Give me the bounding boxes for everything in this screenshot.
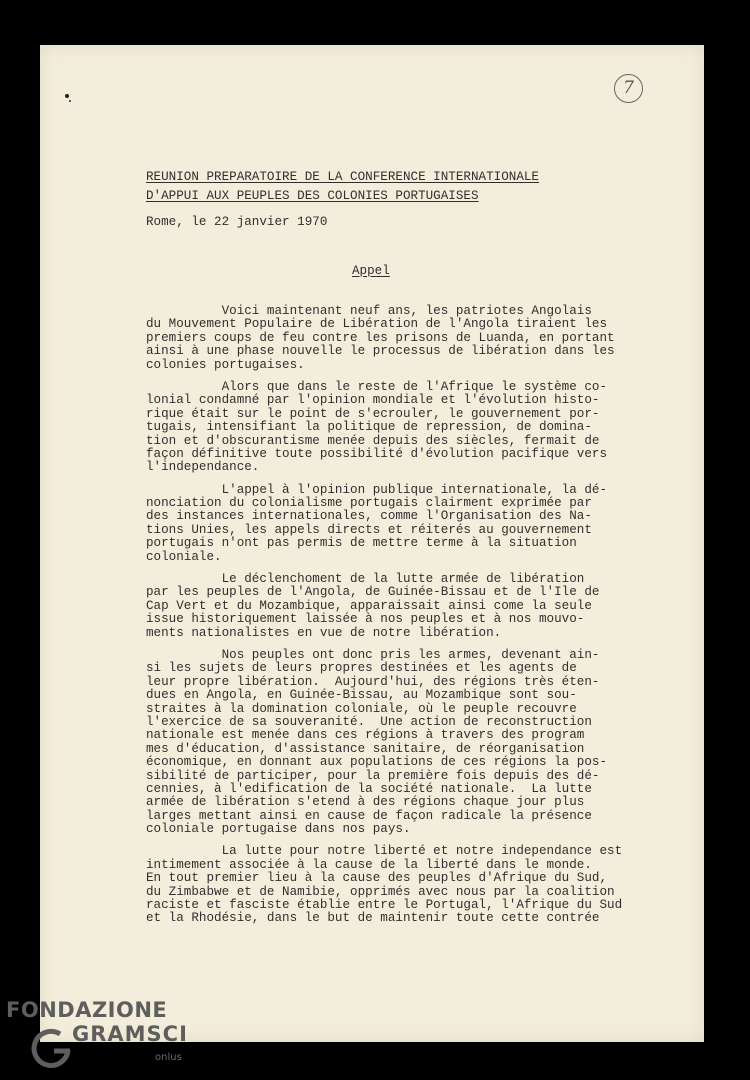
text-line: La lutte pour notre liberté et notre independance est [146,844,623,859]
appeal-title: Appel [352,264,390,278]
text-line: tions Unies, les appels directs et réiterés au gouvernement [146,522,592,537]
page-number-badge: 7 [614,74,643,103]
text-line: du Mouvement Populaire de Libération de l'Angola tiraient les [146,317,608,332]
text-line: l'independance. [146,460,260,475]
watermark-suffix-text: onlus [155,1052,182,1063]
text-line: Voici maintenant neuf ans, les patriotes Angolais [146,304,592,318]
text-line: tion et d'obscurantisme menée depuis des siècles, fermait de [146,433,600,448]
text-line: issue historiquement laissée à nos peuples et à nos mouvo- [146,612,585,627]
text-line: sibilité de participer, pour la première fois depuis des dé- [146,768,600,783]
date-line: Rome, le 22 janvier 1970 [146,215,328,229]
text-line: En tout premier lieu à la cause des peuples d'Afrique du Sud, [146,871,608,886]
text-line: coloniale portugaise dans nos pays. [146,822,411,837]
gramsci-logo-icon [30,1020,74,1070]
text-line: façon définitive toute possibilité d'évolution pacifique vers [146,446,608,461]
text-line: l'exercice de sa souveranité. Une action de reconstruction [146,714,592,729]
text-line: Nos peuples ont donc pris les armes, devenant ain- [146,647,600,662]
text-line: larges mettant ainsi en cause de façon radicale la présence [146,808,592,823]
text-line: par les peuples de l'Angola, de Guinée-Bissau et de l'Ile de [146,585,600,600]
paragraph [146,573,706,640]
text-line: si les sujets de leurs propres destinées et les agents de [146,661,577,676]
ink-speck [69,100,71,102]
text-line: portugais n'ont pas permis de mettre terme à la situation [146,536,577,551]
text-line: du Zimbabwe et de Namibie, opprimés avec nous par la coalition [146,884,615,899]
text-line: ments nationalistes en vue de notre libération. [146,625,502,640]
text-line: straites à la domination coloniale, où le peuple recouvre [146,701,577,716]
text-line: ainsi à une phase nouvelle le processus de libération dans les [146,344,615,359]
text-line: économique, en donnant aux populations de ces régions la pos- [146,755,608,770]
text-line: coloniale. [146,549,222,564]
text-line: cennies, à l'edification de la société nationale. La lutte [146,781,592,796]
watermark-bottom-text: GRAMSCI [72,1022,188,1046]
text-line: leur propre libération. Aujourd'hui, des régions très éten- [146,674,600,689]
fondazione-gramsci-watermark [6,998,206,1074]
watermark-top-text: FONDAZIONE [6,998,168,1022]
text-line: lonial condamné par l'opinion mondiale et l'évolution histo- [146,393,600,408]
text-line: et la Rhodésie, dans le but de maintenir toute cette contrée [146,911,600,926]
text-line: armée de libération s'etend à des régions chaque jour plus [146,795,585,810]
text-line: nationale est menée dans ces régions à travers des program [146,728,585,743]
ink-speck [65,94,69,98]
text-line: raciste et fasciste établie entre le Portugal, l'Afrique du Sud [146,898,623,913]
text-line: Alors que dans le reste de l'Afrique le système co- [146,379,608,394]
body-text [146,305,706,935]
text-line: tugais, intensifiant la politique de repression, de domina- [146,420,592,435]
paragraph [146,305,706,372]
text-line: premiers coups de feu contre les prisons de Luanda, en portant [146,330,615,345]
text-line: intimement associée à la cause de la liberté dans le monde. [146,857,592,872]
text-line: colonies portugaises. [146,357,305,372]
text-line: nonciation du colonialisme portugais clairment exprimée par [146,496,592,511]
paragraph [146,484,706,564]
heading-line-2: D'APPUI AUX PEUPLES DES COLONIES PORTUGAISES [146,189,479,203]
text-line: dues en Angola, en Guinée-Bissau, au Mozambique sont sou- [146,688,577,703]
paragraph [146,649,706,836]
paragraph [146,381,706,475]
text-line: mes d'éducation, d'assistance sanitaire, de réorganisation [146,741,585,756]
text-line: Le déclenchoment de la lutte armée de libération [146,572,585,587]
heading-line-1: REUNION PREPARATOIRE DE LA CONFERENCE INTERNATIONALE [146,170,539,184]
text-line: Cap Vert et du Mozambique, apparaissait ainsi come la seule [146,598,592,613]
text-line: L'appel à l'opinion publique internationale, la dé- [146,482,608,497]
text-line: des instances internationales, comme l'Organisation des Na- [146,509,592,524]
document-page [40,45,704,1042]
paragraph [146,845,706,925]
text-line: rique était sur le point de s'ecrouler, le gouvernement por- [146,406,600,421]
